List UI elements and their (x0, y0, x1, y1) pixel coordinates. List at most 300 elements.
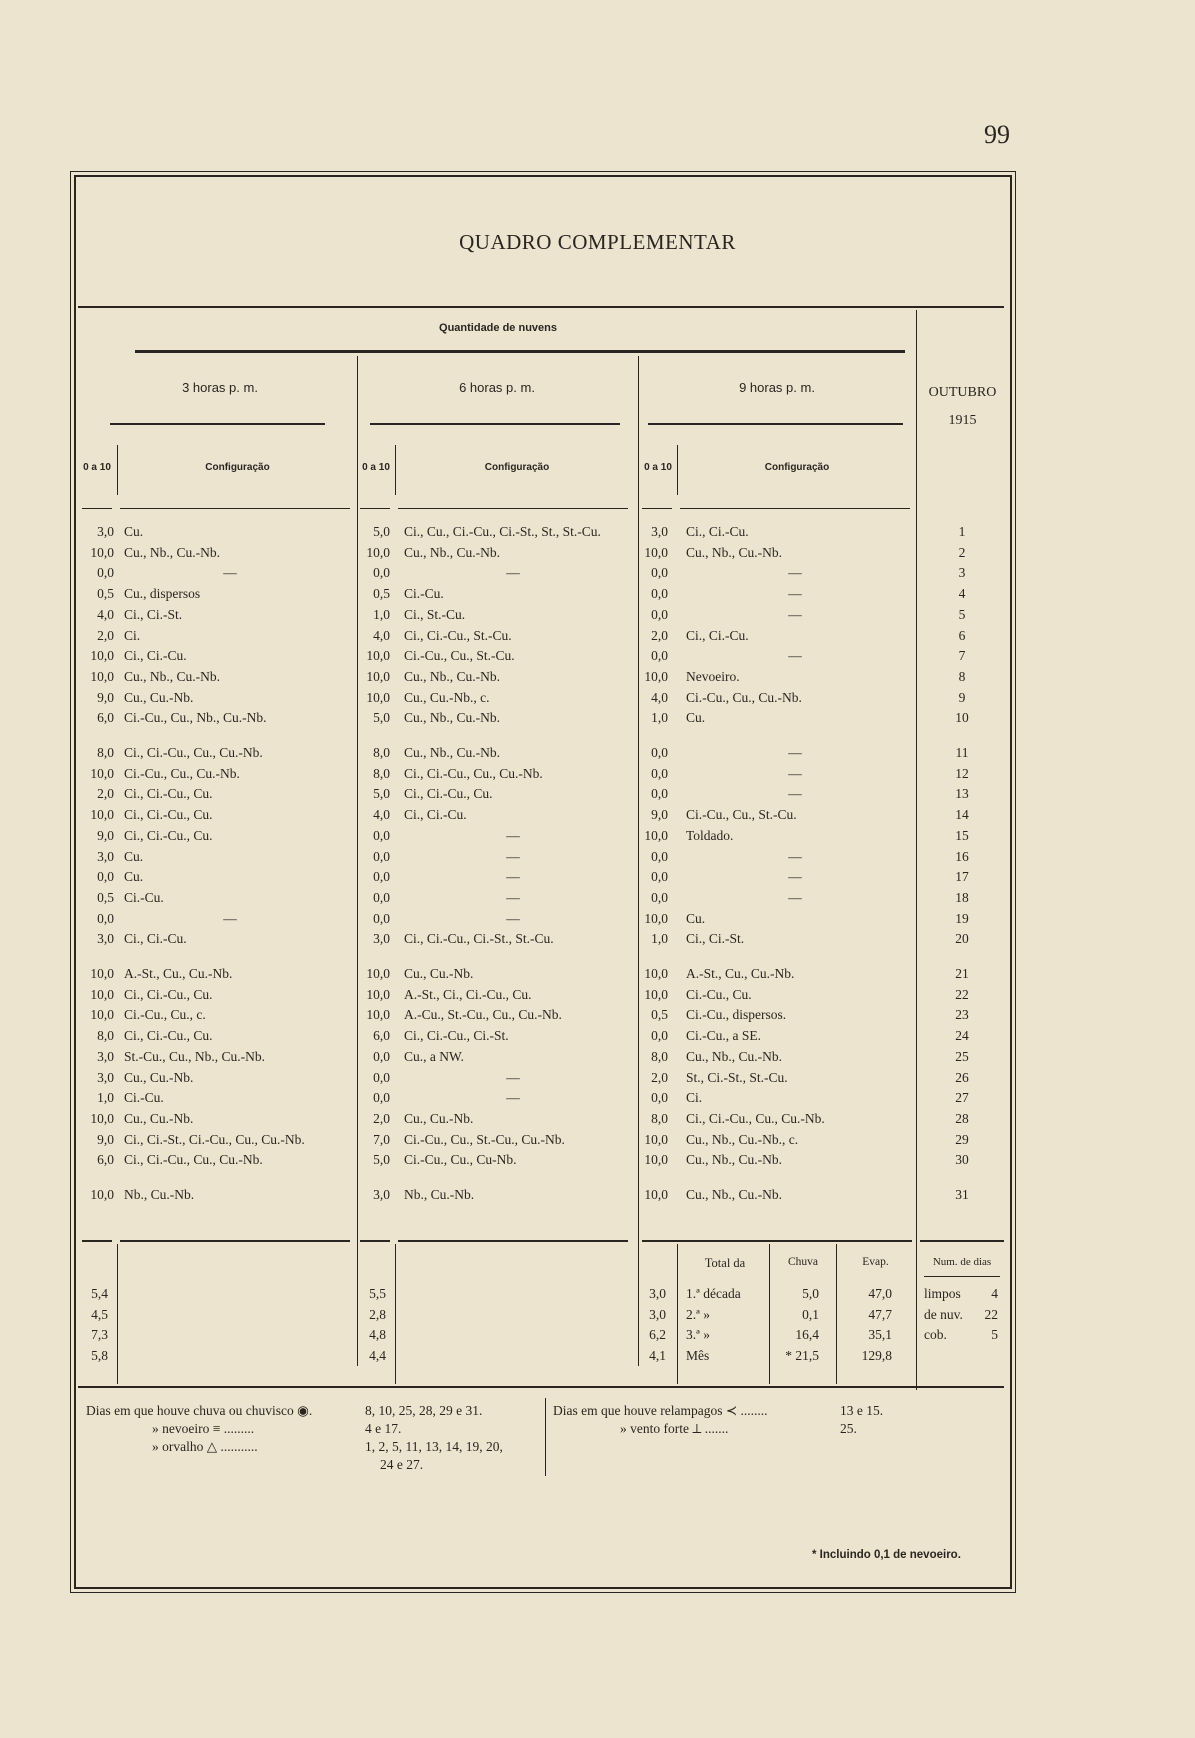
column-divider (836, 1244, 837, 1384)
cell-3h-config: Cu., Cu.-Nb. (124, 1069, 194, 1085)
cell-3h-config: Ci., Ci.-Cu., Cu. (124, 827, 213, 843)
cell-6h-config: Ci., Ci.-Cu., Cu., Cu.-Nb. (404, 765, 543, 781)
cell-3h-value: 10,0 (90, 1187, 114, 1202)
summary-days-label: limpos (924, 1286, 961, 1301)
cell-9h-value: 0,0 (651, 848, 668, 864)
cell-3h-value: 3,0 (97, 524, 114, 539)
summary-6h-mean: 4,4 (369, 1347, 386, 1363)
cell-6h-value: 8,0 (373, 765, 390, 781)
cell-9h-config: Toldado. (686, 827, 734, 843)
summary-period: Mês (686, 1347, 710, 1363)
cell-3h-value: 3,0 (97, 848, 114, 864)
cell-3h-config: Ci., Ci.-Cu., Cu. (124, 807, 213, 823)
cell-6h-config: Ci., Ci.-Cu., Ci.-St., St.-Cu. (404, 931, 554, 947)
summary-rain: 0,1 (802, 1306, 819, 1322)
cell-6h-config: — (506, 869, 520, 885)
cell-6h-config: — (506, 889, 520, 905)
cell-9h-config: Ci., Ci.-St. (686, 931, 745, 947)
rule (78, 1386, 1004, 1388)
summary-9h-mean: 3,0 (649, 1286, 666, 1301)
cell-3h-config: A.-St., Cu., Cu.-Nb. (124, 966, 233, 981)
cell-3h-value: 10,0 (90, 807, 114, 823)
cell-6h-value: 0,0 (373, 910, 390, 926)
cell-6h-value: 0,0 (373, 565, 390, 581)
cell-9h-config: Ci., Ci.-Cu. (686, 627, 749, 643)
cell-9h-config: Ci.-Cu., a SE. (686, 1028, 762, 1044)
cell-6h-value: 5,0 (373, 524, 390, 539)
cell-9h-config: Cu. (686, 910, 706, 926)
footer-lightning-label: Dias em que houve relampagos ≺ ........ (553, 1403, 768, 1418)
cell-6h-config: Ci., Ci.-Cu., Cu. (404, 786, 493, 802)
footer-rain-label: Dias em que houve chuva ou chuvisco ◉. (86, 1403, 313, 1418)
summary-6h-mean: 4,8 (369, 1327, 386, 1342)
cell-9h-config: — (788, 765, 802, 781)
rule (920, 1240, 1004, 1242)
cell-6h-value: 10,0 (366, 689, 390, 705)
summary-rain: 5,0 (802, 1286, 819, 1301)
cell-9h-value: 0,0 (651, 869, 668, 885)
summary-3h-mean: 5,8 (91, 1347, 108, 1363)
cell-6h-value: 10,0 (366, 986, 390, 1002)
cell-3h-value: 8,0 (97, 745, 114, 760)
cell-day: 31 (955, 1187, 969, 1202)
summary-period: 1.ª década (686, 1286, 741, 1301)
summary-9h-mean: 6,2 (649, 1327, 666, 1342)
cell-6h-config: Ci., Ci.-Cu., St.-Cu. (404, 627, 512, 643)
rule (82, 508, 112, 509)
summary-days-label: de nuv. (924, 1306, 963, 1322)
cell-9h-value: 0,0 (651, 889, 668, 905)
cell-day: 7 (958, 648, 966, 664)
footer-fog-label: » nevoeiro ≡ ......... (152, 1421, 255, 1436)
summary-evap: 47,7 (868, 1306, 892, 1322)
cell-3h-config: Ci., Ci.-St., Ci.-Cu., Cu., Cu.-Nb. (124, 1131, 305, 1147)
cell-6h-value: 10,0 (366, 668, 390, 684)
cell-day: 28 (955, 1110, 969, 1126)
cell-9h-config: Cu. (686, 710, 706, 726)
cell-9h-value: 0,0 (651, 586, 668, 602)
subheader-config: Configuração (484, 462, 550, 473)
summary-evap: 47,0 (868, 1286, 892, 1301)
cell-6h-config: — (506, 1069, 520, 1085)
cell-3h-value: 10,0 (90, 966, 114, 981)
cell-9h-config: Ci. (686, 1090, 703, 1106)
cell-6h-value: 4,0 (373, 807, 390, 823)
summary-9h-mean: 3,0 (649, 1306, 666, 1322)
header-3h: 3 horas p. m. (182, 380, 258, 395)
cell-3h-config: Cu., Nb., Cu.-Nb. (124, 668, 221, 684)
rule (398, 1240, 628, 1242)
cell-3h-value: 9,0 (97, 827, 114, 843)
footer-wind-label: » vento forte ⟂ ....... (620, 1421, 729, 1436)
column-divider (117, 1244, 118, 1384)
rule (642, 1240, 912, 1242)
cell-9h-config: — (788, 786, 802, 802)
cell-day: 19 (955, 910, 969, 926)
cell-9h-config: — (788, 586, 802, 602)
column-divider (677, 1244, 678, 1384)
summary-rain: 16,4 (795, 1327, 819, 1342)
cell-3h-value: 10,0 (90, 544, 114, 560)
subheader-scale: 0 a 10 (362, 462, 390, 473)
summary-rain: * 21,5 (785, 1347, 819, 1363)
cell-day: 2 (958, 544, 966, 560)
cell-3h-value: 0,0 (97, 910, 114, 926)
cell-6h-config: Nb., Cu.-Nb. (404, 1187, 475, 1202)
cell-day: 14 (955, 807, 969, 823)
cell-9h-value: 0,0 (651, 606, 668, 622)
cell-6h-config: Ci.-Cu., Cu., Cu-Nb. (404, 1152, 517, 1168)
summary-rain-header: Chuva (787, 1256, 819, 1268)
rule (680, 508, 910, 509)
cell-day: 11 (955, 745, 969, 760)
cell-day: 27 (955, 1090, 969, 1106)
cell-3h-value: 10,0 (90, 668, 114, 684)
cell-day: 6 (958, 627, 966, 643)
cell-6h-config: Ci., St.-Cu. (404, 606, 466, 622)
rule (642, 508, 672, 509)
cell-6h-config: Ci., Cu., Ci.-Cu., Ci.-St., St., St.-Cu. (404, 524, 601, 539)
cell-3h-value: 2,0 (97, 786, 114, 802)
cell-day: 5 (958, 606, 966, 622)
summary-6h-mean: 5,5 (369, 1286, 386, 1301)
header-6h: 6 horas p. m. (459, 380, 535, 395)
footer-dew-days-cont: 24 e 27. (380, 1457, 424, 1472)
cell-9h-config: Cu., Nb., Cu.-Nb., c. (686, 1131, 799, 1147)
cell-3h-config: Ci., Ci.-Cu., Cu. (124, 1028, 213, 1044)
cell-9h-value: 8,0 (651, 1048, 668, 1064)
cell-day: 18 (955, 889, 969, 905)
cell-9h-value: 10,0 (644, 668, 668, 684)
cell-3h-config: Ci., Ci.-Cu., Cu., Cu.-Nb. (124, 745, 263, 760)
cell-3h-value: 0,0 (97, 565, 114, 581)
cell-3h-config: Ci.-Cu., Cu., Cu.-Nb. (124, 765, 240, 781)
cell-6h-config: Ci.-Cu., Cu., St.-Cu. (404, 648, 515, 664)
cell-9h-config: Cu., Nb., Cu.-Nb. (686, 544, 783, 560)
cell-3h-config: Ci., Ci.-St. (124, 606, 183, 622)
cell-9h-config: — (788, 848, 802, 864)
cell-9h-value: 10,0 (644, 986, 668, 1002)
cell-3h-value: 3,0 (97, 931, 114, 947)
cell-6h-value: 3,0 (373, 1187, 390, 1202)
cell-3h-config: Ci.-Cu. (124, 889, 164, 905)
cell-9h-config: — (788, 745, 802, 760)
cell-3h-config: Ci., Ci.-Cu. (124, 931, 187, 947)
cell-3h-value: 6,0 (97, 1152, 114, 1168)
cell-9h-config: — (788, 606, 802, 622)
summary-evap-header: Evap. (862, 1256, 889, 1268)
cell-day: 25 (955, 1048, 969, 1064)
cell-6h-value: 0,5 (373, 586, 390, 602)
cell-6h-config: Ci., Ci.-Cu., Ci.-St. (404, 1028, 509, 1044)
cell-6h-value: 6,0 (373, 1028, 390, 1044)
cell-9h-value: 0,0 (651, 1028, 668, 1044)
cell-3h-value: 0,5 (97, 889, 114, 905)
subheader-config: Configuração (764, 462, 830, 473)
cell-9h-config: Cu., Nb., Cu.-Nb. (686, 1152, 783, 1168)
cell-day: 8 (958, 668, 966, 684)
cell-6h-config: Cu., Cu.-Nb. (404, 966, 474, 981)
cell-9h-value: 2,0 (651, 627, 668, 643)
footer-rain-days: 8, 10, 25, 28, 29 e 31. (365, 1403, 483, 1418)
header-year: 1915 (948, 413, 977, 428)
cell-9h-config: A.-St., Cu., Cu.-Nb. (686, 966, 795, 981)
cell-9h-value: 1,0 (651, 710, 668, 726)
summary-period: 2.ª » (686, 1306, 710, 1322)
cell-9h-value: 0,0 (651, 765, 668, 781)
cell-3h-config: Ci.-Cu. (124, 1090, 164, 1106)
cell-6h-value: 0,0 (373, 827, 390, 843)
rule (360, 1240, 390, 1242)
decorative-rule (370, 423, 620, 425)
summary-3h-mean: 5,4 (91, 1286, 108, 1301)
cell-9h-value: 10,0 (644, 966, 668, 981)
cell-9h-value: 10,0 (644, 1152, 668, 1168)
rule (398, 508, 628, 509)
footer-fog-days: 4 e 17. (365, 1421, 402, 1436)
cell-3h-value: 6,0 (97, 710, 114, 726)
cell-6h-value: 10,0 (366, 648, 390, 664)
cell-6h-value: 1,0 (373, 606, 390, 622)
cell-6h-value: 8,0 (373, 745, 390, 760)
cell-6h-value: 10,0 (366, 544, 390, 560)
cell-3h-value: 9,0 (97, 1131, 114, 1147)
cell-day: 3 (958, 565, 966, 581)
subheader-scale: 0 a 10 (83, 462, 111, 473)
cell-9h-value: 1,0 (651, 931, 668, 947)
cell-3h-config: Cu., Nb., Cu.-Nb. (124, 544, 221, 560)
cell-6h-value: 0,0 (373, 869, 390, 885)
cell-3h-value: 3,0 (97, 1048, 114, 1064)
cell-6h-config: Cu., Nb., Cu.-Nb. (404, 668, 501, 684)
header-9h: 9 horas p. m. (739, 380, 815, 395)
cell-9h-value: 0,0 (651, 565, 668, 581)
cell-3h-config: Ci., Ci.-Cu., Cu., Cu.-Nb. (124, 1152, 263, 1168)
cell-6h-config: Cu., Nb., Cu.-Nb. (404, 745, 501, 760)
cell-6h-value: 0,0 (373, 848, 390, 864)
header-month: OUTUBRO (928, 385, 997, 400)
cell-9h-config: Ci.-Cu., Cu., St.-Cu. (686, 807, 797, 823)
cell-3h-value: 10,0 (90, 765, 114, 781)
cell-9h-config: Cu., Nb., Cu.-Nb. (686, 1187, 783, 1202)
cell-6h-value: 2,0 (373, 1110, 390, 1126)
decorative-rule (648, 423, 903, 425)
cell-9h-config: Ci.-Cu., dispersos. (686, 1007, 787, 1023)
cell-9h-value: 10,0 (644, 910, 668, 926)
cell-3h-config: Cu., Cu.-Nb. (124, 1110, 194, 1126)
rule (82, 1240, 112, 1242)
cell-9h-value: 0,0 (651, 1090, 668, 1106)
cell-3h-config: Ci., Ci.-Cu., Cu. (124, 986, 213, 1002)
cell-9h-value: 3,0 (651, 524, 668, 539)
cell-3h-value: 0,5 (97, 586, 114, 602)
cell-day: 22 (955, 986, 969, 1002)
summary-period: 3.ª » (686, 1327, 710, 1342)
cell-3h-config: — (223, 910, 237, 926)
column-divider (916, 310, 917, 1390)
cell-3h-value: 2,0 (97, 627, 114, 643)
cell-9h-value: 10,0 (644, 544, 668, 560)
cell-6h-value: 0,0 (373, 1090, 390, 1106)
rule (120, 508, 350, 509)
cell-6h-value: 3,0 (373, 931, 390, 947)
summary-evap: 129,8 (861, 1347, 892, 1363)
cell-day: 29 (955, 1131, 969, 1147)
footnote: * Incluindo 0,1 de nevoeiro. (812, 1549, 961, 1561)
summary-days-count: 5 (991, 1327, 998, 1342)
cell-9h-config: — (788, 565, 802, 581)
cell-day: 4 (958, 586, 966, 602)
footer-lightning-days: 13 e 15. (840, 1403, 884, 1418)
cell-day: 23 (955, 1007, 969, 1023)
cell-day: 12 (955, 765, 969, 781)
cell-3h-config: — (223, 565, 237, 581)
cell-day: 1 (958, 524, 966, 539)
column-divider (395, 445, 396, 495)
footer-wind-days: 25. (840, 1421, 857, 1436)
rule (924, 1276, 1000, 1277)
cell-6h-value: 0,0 (373, 889, 390, 905)
cell-3h-value: 10,0 (90, 1007, 114, 1023)
footer-dew-days: 1, 2, 5, 11, 13, 14, 19, 20, (365, 1439, 503, 1454)
rule (120, 1240, 350, 1242)
cell-3h-value: 1,0 (97, 1090, 114, 1106)
summary-9h-mean: 4,1 (649, 1347, 666, 1363)
cell-3h-config: St.-Cu., Cu., Nb., Cu.-Nb. (124, 1048, 266, 1064)
cell-3h-value: 4,0 (97, 606, 114, 622)
cell-3h-config: Ci.-Cu., Cu., c. (124, 1007, 206, 1023)
cell-day: 13 (955, 786, 969, 802)
cell-day: 17 (955, 869, 969, 885)
cell-9h-config: — (788, 869, 802, 885)
column-divider (545, 1398, 546, 1476)
cell-6h-config: A.-St., Ci., Ci.-Cu., Cu. (404, 986, 532, 1002)
cell-3h-config: Cu. (124, 848, 144, 864)
cell-6h-value: 0,0 (373, 1048, 390, 1064)
cell-6h-config: A.-Cu., St.-Cu., Cu., Cu.-Nb. (404, 1007, 562, 1023)
column-divider (117, 445, 118, 495)
cell-6h-config: — (506, 848, 520, 864)
page-number: 99 (984, 120, 1010, 149)
cell-9h-value: 10,0 (644, 1187, 668, 1202)
cell-9h-config: — (788, 648, 802, 664)
cell-3h-config: Cu., dispersos (124, 586, 201, 602)
cell-6h-value: 10,0 (366, 1007, 390, 1023)
decorative-rule (135, 350, 905, 353)
cell-9h-value: 0,5 (651, 1007, 668, 1023)
cell-day: 20 (955, 931, 969, 947)
cell-9h-value: 0,0 (651, 745, 668, 760)
decorative-rule (110, 423, 325, 425)
cell-9h-config: Ci., Ci.-Cu., Cu., Cu.-Nb. (686, 1110, 825, 1126)
cell-9h-value: 0,0 (651, 648, 668, 664)
cell-9h-value: 0,0 (651, 786, 668, 802)
cell-9h-value: 4,0 (651, 689, 668, 705)
cell-6h-value: 5,0 (373, 710, 390, 726)
cell-6h-config: Cu., Nb., Cu.-Nb. (404, 710, 501, 726)
cell-6h-value: 4,0 (373, 627, 390, 643)
cell-9h-value: 2,0 (651, 1069, 668, 1085)
header-quantidade: Quantidade de nuvens (439, 322, 557, 334)
cell-3h-config: Ci.-Cu., Cu., Nb., Cu.-Nb. (124, 710, 267, 726)
summary-3h-mean: 7,3 (91, 1327, 108, 1342)
cell-9h-config: Ci.-Cu., Cu. (686, 986, 752, 1002)
cell-9h-value: 9,0 (651, 807, 668, 823)
subheader-scale: 0 a 10 (644, 462, 672, 473)
cell-9h-value: 10,0 (644, 827, 668, 843)
cell-6h-config: Ci.-Cu., Cu., St.-Cu., Cu.-Nb. (404, 1131, 565, 1147)
cell-3h-config: Ci., Ci.-Cu., Cu. (124, 786, 213, 802)
summary-days-label: cob. (924, 1327, 947, 1342)
cell-3h-value: 10,0 (90, 986, 114, 1002)
cell-day: 21 (955, 966, 969, 981)
rule (360, 508, 390, 509)
cell-9h-config: — (788, 889, 802, 905)
cell-day: 16 (955, 848, 969, 864)
cell-3h-config: Nb., Cu.-Nb. (124, 1187, 195, 1202)
cell-6h-value: 10,0 (366, 966, 390, 981)
footer-dew-label: » orvalho △ ........... (152, 1439, 258, 1454)
cell-3h-value: 9,0 (97, 689, 114, 705)
cell-6h-value: 0,0 (373, 1069, 390, 1085)
cell-9h-config: Ci., Ci.-Cu. (686, 524, 749, 539)
cell-3h-config: Cu., Cu.-Nb. (124, 689, 194, 705)
summary-days-header: Num. de dias (932, 1256, 992, 1268)
cell-9h-value: 8,0 (651, 1110, 668, 1126)
cell-3h-config: Cu. (124, 524, 144, 539)
cell-6h-config: Ci., Ci.-Cu. (404, 807, 467, 823)
cell-6h-config: Cu., Cu.-Nb. (404, 1110, 474, 1126)
column-divider (677, 445, 678, 495)
cell-6h-config: — (506, 910, 520, 926)
cell-9h-config: Cu., Nb., Cu.-Nb. (686, 1048, 783, 1064)
cell-6h-config: — (506, 1090, 520, 1106)
summary-days-count: 4 (991, 1286, 998, 1301)
cell-day: 10 (955, 710, 969, 726)
cell-day: 26 (955, 1069, 969, 1085)
rule (78, 306, 1004, 308)
cell-3h-value: 10,0 (90, 648, 114, 664)
cell-6h-value: 7,0 (373, 1131, 390, 1147)
cell-6h-config: Cu., Cu.-Nb., c. (404, 689, 490, 705)
cell-day: 9 (958, 689, 966, 705)
summary-total-header: Total da (704, 1256, 746, 1270)
summary-6h-mean: 2,8 (369, 1306, 386, 1322)
cell-3h-value: 8,0 (97, 1028, 114, 1044)
cell-9h-config: St., Ci.-St., St.-Cu. (686, 1069, 788, 1085)
cell-6h-value: 5,0 (373, 786, 390, 802)
cell-9h-value: 10,0 (644, 1131, 668, 1147)
summary-evap: 35,1 (868, 1327, 892, 1342)
page-title: QUADRO COMPLEMENTAR (459, 230, 736, 254)
cell-3h-value: 3,0 (97, 1069, 114, 1085)
summary-days-count: 22 (984, 1306, 998, 1322)
cell-3h-config: Ci., Ci.-Cu. (124, 648, 187, 664)
cell-6h-config: Cu., Nb., Cu.-Nb. (404, 544, 501, 560)
cell-9h-config: Nevoeiro. (686, 668, 740, 684)
cell-6h-value: 5,0 (373, 1152, 390, 1168)
cell-day: 24 (955, 1028, 969, 1044)
cell-6h-config: — (506, 565, 520, 581)
cell-3h-config: Ci. (124, 627, 141, 643)
cell-9h-config: Ci.-Cu., Cu., Cu.-Nb. (686, 689, 802, 705)
cell-3h-config: Cu. (124, 869, 144, 885)
cell-3h-value: 0,0 (97, 869, 114, 885)
cell-day: 15 (955, 827, 969, 843)
subheader-config: Configuração (205, 462, 270, 473)
cell-3h-value: 10,0 (90, 1110, 114, 1126)
cell-6h-config: Ci.-Cu. (404, 586, 444, 602)
